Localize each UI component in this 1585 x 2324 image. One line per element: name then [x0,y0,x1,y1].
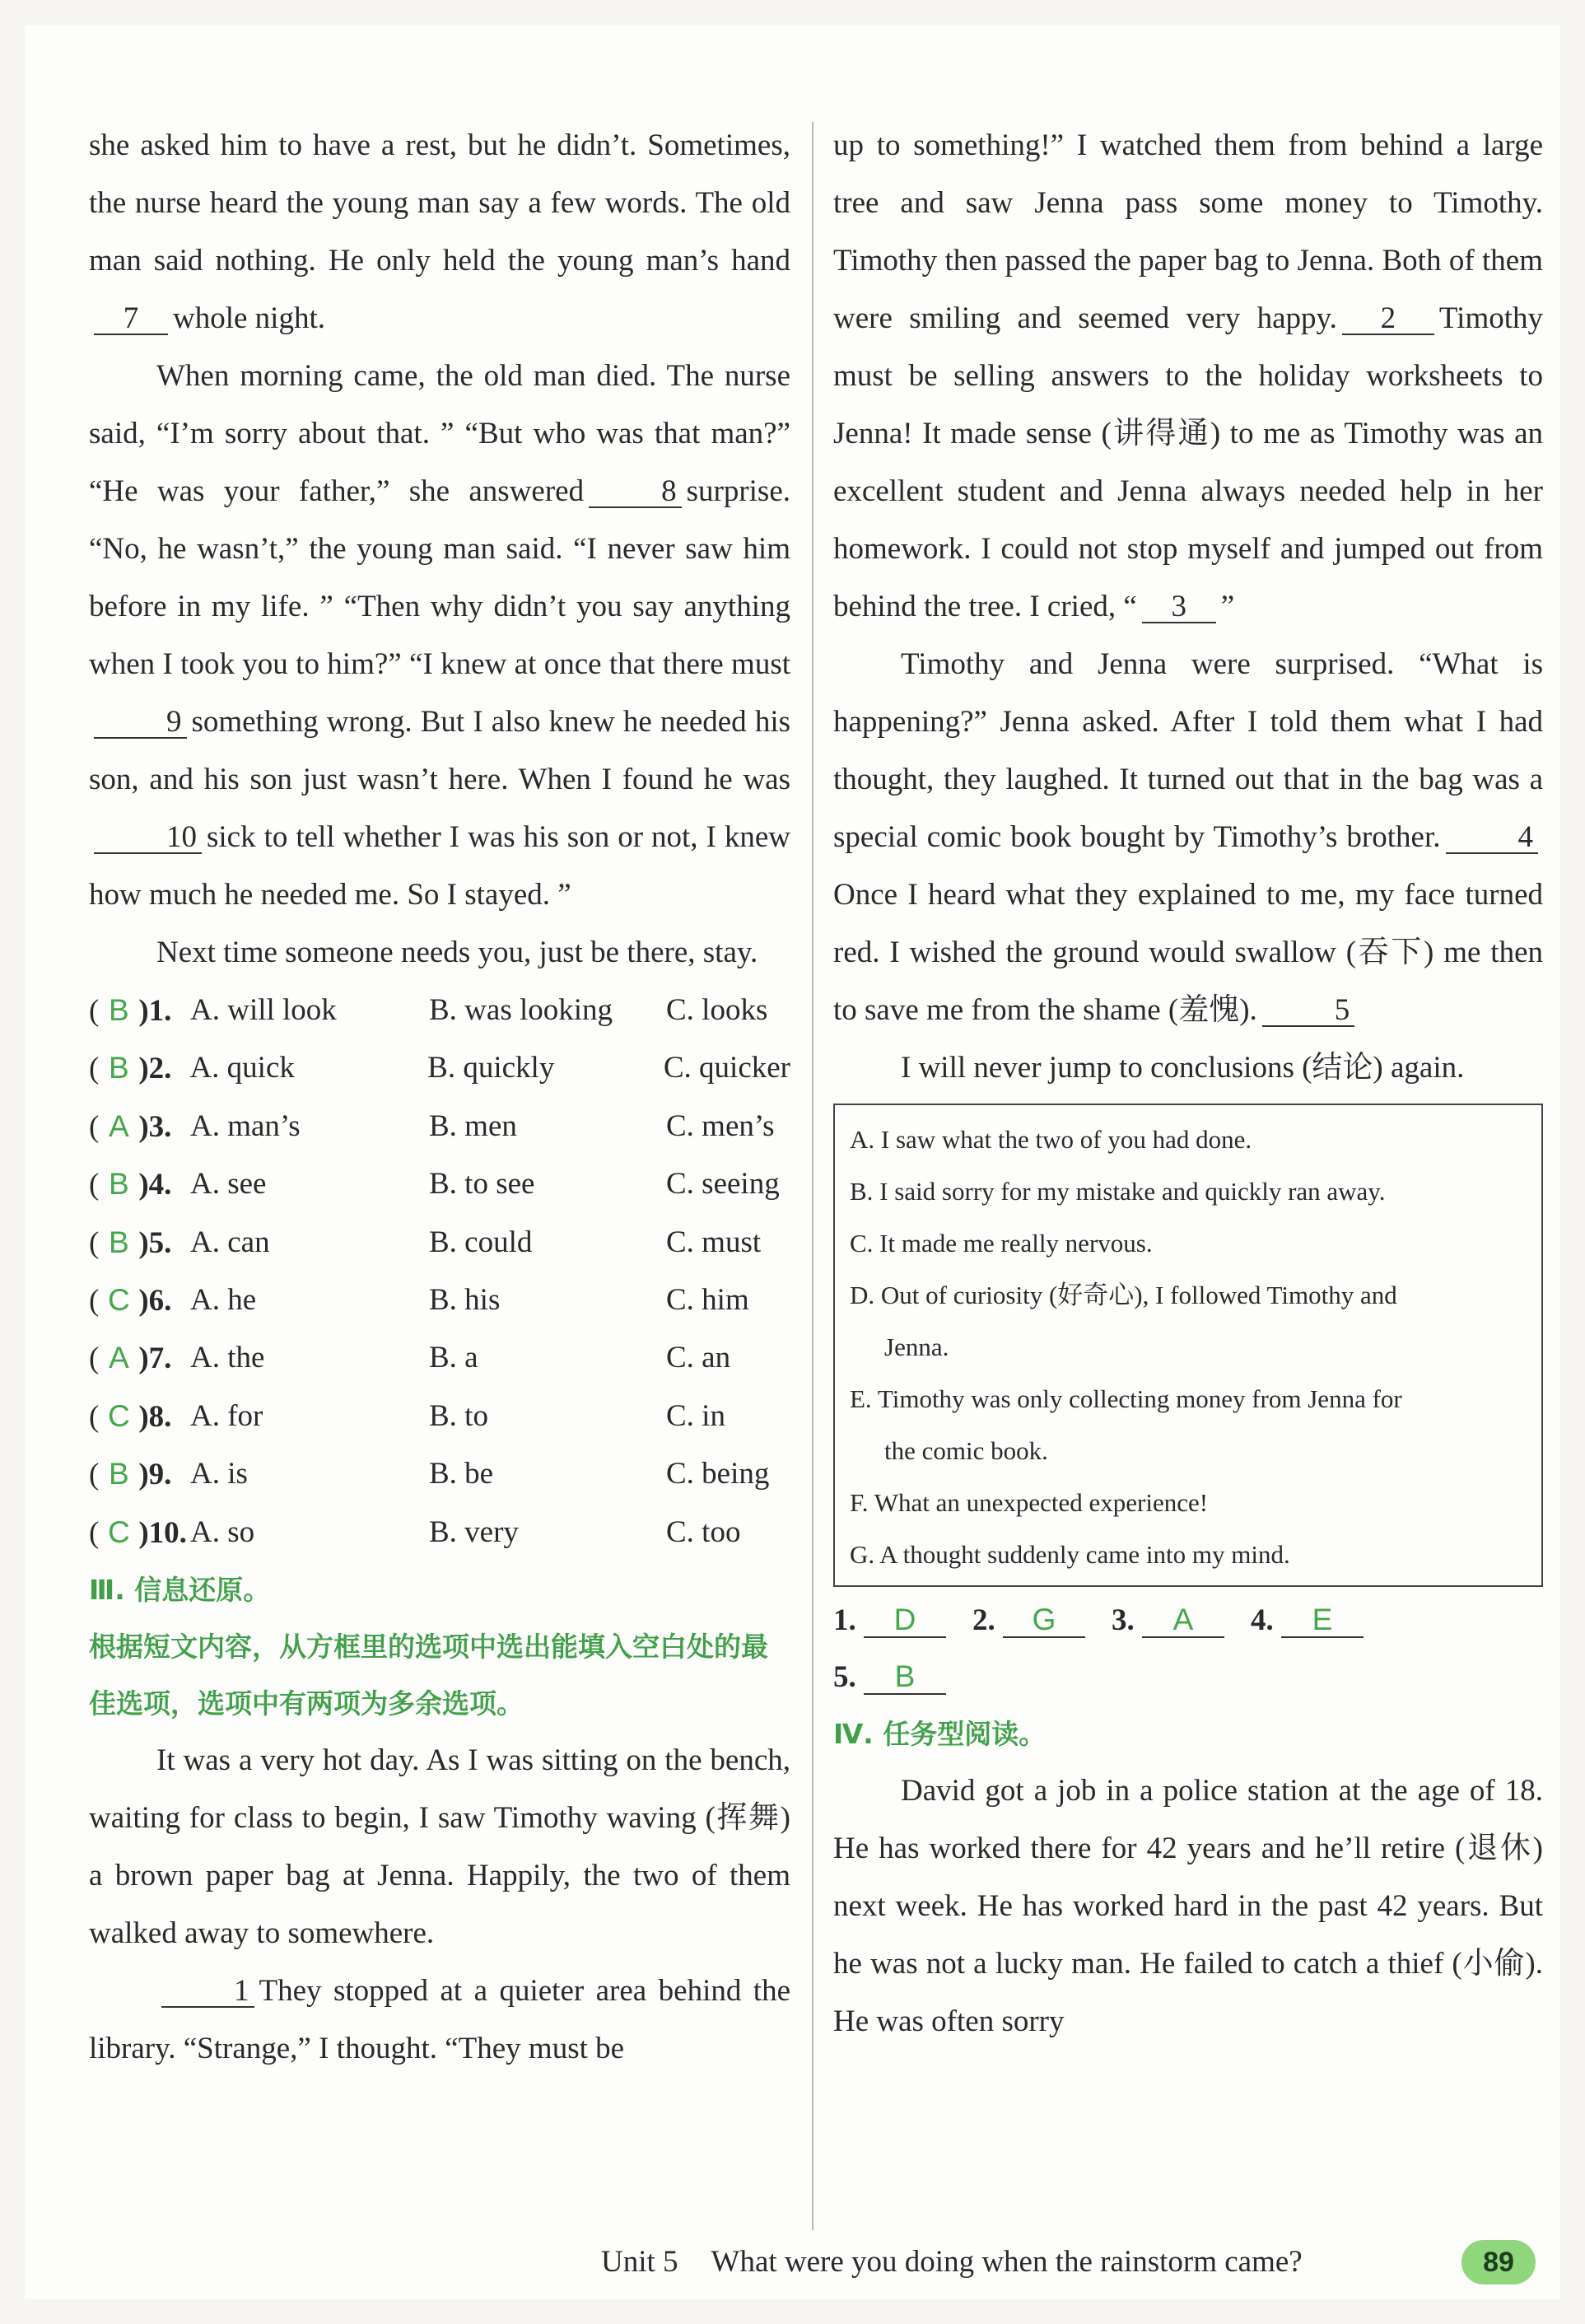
answer-letter: B [108,1167,129,1202]
page [25,25,1560,2299]
section-3-title: Ⅲ. 信息还原。 [89,1574,271,1607]
mcq-item: ( B )4. A. see B. to see C. seeing [89,1155,790,1213]
mcq-item: ( A )3. A. man’s B. men C. men’s [89,1098,790,1155]
blank-9: 9 [94,707,187,739]
option-item-continued: the comic book. [884,1436,1048,1465]
passage-paragraph: Next time someone needs you, just be there, stay. [156,936,758,969]
mcq-list [89,982,790,1561]
passage-paragraph: Timothy and Jenna were surprised. “What is happening?” Jenna asked. After I told them what I had thought, they laughed. It turned out that in the bag was a special comic book bought by Timothy’s brother. 4Once I heard what they explained to me, my face turned red. I wished the ground would swallow (吞下) me then to save me from the shame (羞愧). 5 [833,647,1543,1027]
passage-paragraph: It was a very hot day. As I was sitting on the bench, waiting for class to begin, I saw Timothy waving (挥舞) a brown paper bag at Jenna. Happily, the two of them walked away to somewhere. [89,1743,790,1951]
option-item: G. A thought suddenly came into my mind. [850,1540,1290,1569]
mcq-item: ( A )7. A. the B. a C. an [89,1329,790,1387]
footer [601,2244,1303,2280]
mcq-item: ( B )9. A. is B. be C. being [89,1445,790,1503]
answer-row [833,1592,1543,1649]
answer-letter: B [108,1051,129,1085]
blank-1: 1 [161,1976,254,2008]
option-item: B. I said sorry for my mistake and quickly ran away. [850,1177,1386,1206]
left-column [89,117,790,2078]
mcq-item: ( C )8. A. for B. to C. in [89,1388,790,1445]
passage-paragraph: she asked him to have a rest, but he didn’t. Sometimes, the nurse heard the young man say a few words. The old man said nothing. He only held the young man’s hand7 whole night. [89,128,790,335]
passage-paragraph: 1 They stopped at a quieter area behind the library. “Strange,” I thought. “They must be [89,1974,790,2066]
blank-5: 5 [1262,995,1355,1027]
answer-letter: C [107,1514,130,1549]
section-3-instructions: 根据短文内容，从方框里的选项中选出能填入空白处的最佳选项，选项中有两项为多余选项。 [89,1631,768,1720]
column-divider [812,122,813,2230]
mcq-item: ( B )1. A. will look B. was looking C. looks [89,982,790,1039]
unit-title: What were you doing when the rainstorm came? [711,2245,1303,2279]
mcq-item: ( B )2. A. quick B. quickly C. quicker [89,1039,790,1097]
blank-3: 3 [1142,591,1216,623]
mcq-item: ( C )6. A. he B. his C. him [89,1272,790,1329]
right-column [833,117,1543,2051]
answer-item: 4. E [1251,1592,1364,1649]
section-4-title: Ⅳ. 任务型阅读。 [833,1718,1047,1750]
answer-item: 1. D [833,1592,946,1649]
option-item: A. I saw what the two of you had done. [850,1125,1252,1154]
answer-letter: B [108,1457,129,1491]
blank-10: 10 [94,822,202,854]
mcq-item: ( B )5. A. can B. could C. must [89,1214,790,1272]
passage-paragraph: I will never jump to conclusions (结论) again. [901,1051,1465,1085]
answer-letter: B [108,993,129,1027]
blank-4: 4 [1446,822,1539,854]
mcq-item: ( C )10. A. so B. very C. too [89,1504,790,1561]
option-item-continued: Jenna. [884,1332,949,1361]
option-item: F. What an unexpected experience! [850,1488,1209,1517]
passage-paragraph: When morning came, the old man died. The nurse said, “I’m sorry about that. ” “But who was that man?” “He was your father,” she answered 8 surprise. “No, he wasn’t,” the young man said. “I never saw him before in my life. ” “Then why didn’t you say anything when I took you to him?” “I knew at once that there must9 something wrong. But I also knew he needed his son, and his son just wasn’t here. When I found he was10 sick to tell whether I was his son or not, I knew how much he needed me. So I stayed. ” [89,359,790,912]
answer-letter: B [108,1225,129,1259]
passage-paragraph: up to something!” I watched them from behind a large tree and saw Jenna pass some money to Timothy. Timothy then passed the paper bag to Jenna. Both of them were smiling and seemed very happy. 2 Timothy must be selling answers to the holiday worksheets to Jenna! It made sense (讲得通) to me as Timothy was an excellent student and Jenna always needed help in her homework. I could not stop myself and jumped out from behind the tree. I cried, “ 3 ” [833,128,1543,623]
answer-letter: C [107,1283,130,1318]
option-item: C. It made me really nervous. [850,1229,1153,1258]
blank-2: 2 [1342,303,1434,335]
option-item: D. Out of curiosity (好奇心), I followed Timothy and [850,1281,1397,1309]
answer-letter: A [108,1108,129,1143]
answer-letter: C [107,1398,130,1433]
answer-letter: A [108,1341,129,1375]
option-item: E. Timothy was only collecting money from Jenna for [850,1384,1402,1413]
answer-item: 3. A [1112,1592,1224,1649]
passage-paragraph: David got a job in a police station at the age of 18. He has worked there for 42 years and he’ll retire (退休) next week. He has worked hard in the past 42 years. But he was not a lucky man. He failed to catch a thief (小偷). He was often sorry [833,1774,1543,2038]
answer-item: 5. B [833,1649,946,1706]
page-number-badge: 89 [1461,2240,1536,2284]
answer-row [833,1649,1543,1706]
blank-7: 7 [94,303,168,335]
unit-label: Unit 5 [601,2245,678,2279]
blank-8: 8 [589,476,682,508]
answer-item: 2. G [972,1592,1085,1649]
options-box [833,1104,1543,1587]
